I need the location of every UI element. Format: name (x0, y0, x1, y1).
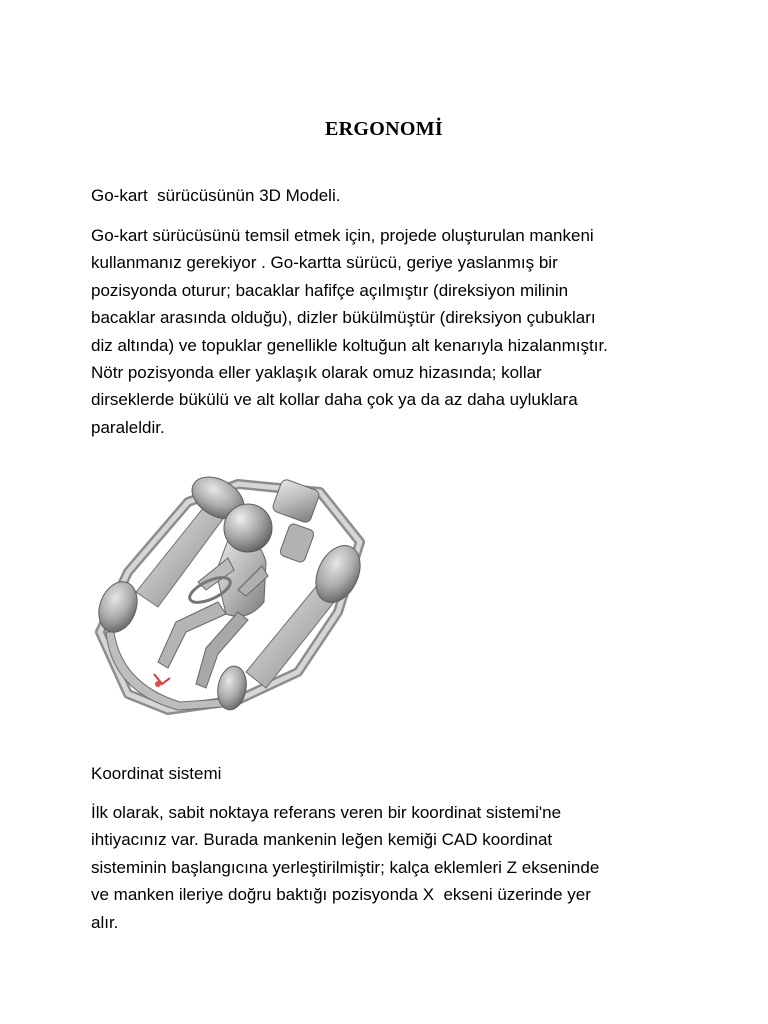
page-title: ERGONOMİ (325, 118, 443, 140)
paragraph-driver-posture: Go-kart sürücüsünü temsil etmek için, projede oluşturulan mankeni kullanmanız gerekiyor . Go-kartta sürücü, geriye yaslanmış bir pozisyonda oturur; bacaklar hafifçe açılmıştır (direksiyon milinin bacaklar arasında olduğu), dizler bükülmüştür (direksiyon çubukları diz altında) ve topuklar genellikle koltuğun alt kenarıyla hizalanmıştır. Nötr pozisyonda eller yaklaşık olarak omuz hizasında; kollar dirseklerde bükülü ve alt kollar daha çok ya da az daha uyluklara paraleldir. (91, 226, 608, 437)
go-kart-3d-model-illustration (88, 462, 388, 734)
section-heading-3d-model: Go-kart sürücüsünün 3D Modeli. (91, 186, 341, 205)
section-heading-coordinate-system: Koordinat sistemi (91, 764, 222, 783)
paragraph-coordinate-system: İlk olarak, sabit noktaya referans veren bir koordinat sistemi'ne ihtiyacınız var. Burada mankenin leğen kemiği CAD koordinat sisteminin başlangıcına yerleştirilmiştir; kalça eklemleri Z ekseninde ve manken ileriye doğru baktığı pozisyonda X ekseni üzerinde yer alır. (91, 803, 600, 932)
